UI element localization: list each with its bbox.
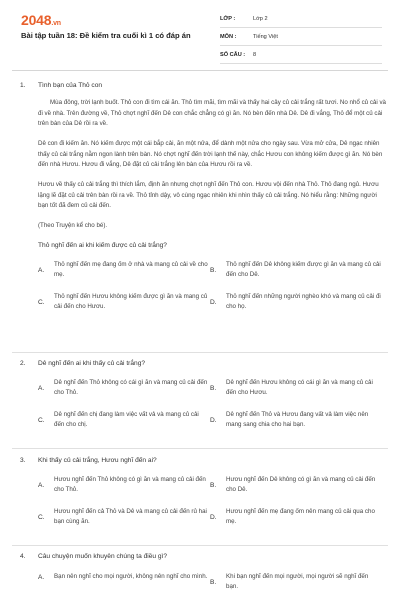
- meta-value: 8: [253, 51, 257, 58]
- option-a[interactable]: [38, 260, 209, 281]
- option-c[interactable]: [38, 507, 209, 528]
- option-d[interactable]: [210, 507, 381, 528]
- option-d[interactable]: [210, 410, 381, 431]
- question-separator: [12, 545, 388, 546]
- question-separator: [12, 352, 388, 353]
- question-3-heading: [20, 457, 157, 464]
- meta-row-subject: [220, 28, 382, 46]
- option-letter: A.: [38, 481, 45, 489]
- option-b[interactable]: [210, 378, 381, 399]
- passage-paragraph: Mùa đông, trời lạnh buốt. Thỏ con đi tìm cái ăn. Thỏ tìm mãi, tìm mãi và thấy hai cây củ cải trắng rất tươi. No nhổ củ cải và đi về nhà. Trên đường về, Thỏ chợt nghĩ đến Dê con chắc chẳng có gì ăn. Nó bèn đến nhà Dê. Dê đi vắng, Thỏ để một củ cải trên bàn của Dê rồi ra về.: [38, 99, 386, 128]
- option-letter: D.: [210, 513, 217, 521]
- option-text: Dê nghĩ đến chị đang làm việc vất vả và mang củ cải đến cho chị.: [54, 411, 199, 429]
- option-a[interactable]: [38, 475, 209, 496]
- option-text: Thỏ nghĩ đến mẹ đang ốm ở nhà và mang củ cải về cho mẹ.: [54, 261, 208, 279]
- option-letter: C.: [38, 298, 45, 306]
- passage-paragraph: Hươu về thấy củ cải trắng thì thích lắm, định ăn nhưng chợt nghĩ đến Thỏ con. Hươu vội đến nhà Thỏ. Thỏ đang ngủ. Hươu lặng lẽ đặt củ cải trên bàn rồi ra về. Thỏ tỉnh dậy, vô cùng ngạc nhiên khi nhìn thấy củ cải trắng. Nó hiểu rằng: Những người bạn tốt đã đem củ cải đến.: [38, 181, 379, 210]
- meta-key: LỚP :: [220, 15, 236, 22]
- question-number: 4.: [20, 553, 26, 560]
- passage-source: (Theo Truyện kể cho bé).: [38, 222, 108, 229]
- site-logo[interactable]: 2048.vn: [21, 12, 61, 28]
- option-text: Hươu nghĩ đến cả Thỏ và Dê và mang củ cải đến rủ hai bạn cùng ăn.: [54, 508, 207, 526]
- option-text: Hươu nghĩ đến mẹ đang ốm nên mang củ cải qua cho mẹ.: [226, 508, 375, 526]
- page-title: Bài tập tuần 18: Đề kiểm tra cuối kì 1 có đáp án: [21, 31, 191, 40]
- option-text: Hươu nghĩ đến Dê không có gì ăn và mang củ cải đến cho Dê.: [226, 476, 376, 494]
- option-letter: C.: [38, 416, 45, 424]
- option-letter: D.: [210, 416, 217, 424]
- meta-value: Lớp 2: [253, 15, 268, 22]
- option-letter: B.: [210, 384, 217, 392]
- option-text: Dê nghĩ đến Hươu không có cái gì ăn và mang củ cải đến cho Hươu.: [226, 379, 373, 397]
- meta-info: [220, 10, 382, 64]
- option-letter: B.: [210, 578, 217, 586]
- question-number: 3.: [20, 457, 26, 464]
- option-text: Hươu nghĩ đến Thỏ không có gì ăn và mang củ cải đến cho Thỏ.: [54, 476, 206, 494]
- question-text: Câu chuyện muốn khuyên chúng ta điều gì?: [38, 553, 168, 560]
- meta-row-class: [220, 10, 382, 28]
- question-2-heading: [20, 360, 145, 367]
- question-number: 1.: [20, 82, 26, 89]
- question-text: Khi thấy củ cải trắng, Hươu nghĩ đến ai?: [38, 457, 157, 464]
- option-letter: A.: [38, 266, 45, 274]
- option-c[interactable]: [38, 410, 209, 431]
- option-b[interactable]: [210, 260, 381, 281]
- meta-row-count: [220, 46, 382, 64]
- option-text: Dê nghĩ đến Thỏ và Hươu đang vất vả làm việc nên mang sang chia cho hai bạn.: [226, 411, 369, 429]
- option-letter: A.: [38, 573, 45, 581]
- option-letter: D.: [210, 298, 217, 306]
- option-b[interactable]: [210, 475, 381, 496]
- question-4-heading: [20, 553, 167, 560]
- option-letter: A.: [38, 384, 45, 392]
- option-a[interactable]: [38, 572, 209, 582]
- option-a[interactable]: [38, 378, 209, 399]
- meta-key: SỐ CÂU :: [220, 51, 246, 58]
- question-separator: [12, 448, 388, 449]
- option-c[interactable]: [38, 292, 209, 313]
- option-text: Thỏ nghĩ đến Dê không kiếm được gì ăn và mang củ cải đến cho Dê.: [226, 261, 381, 279]
- option-text: Thỏ nghĩ đến những người nghèo khó và mang củ cải đi cho họ.: [226, 293, 381, 311]
- question-text: Dê nghĩ đến ai khi thấy củ cải trắng?: [38, 360, 146, 367]
- option-letter: C.: [38, 513, 45, 521]
- header-divider: [12, 70, 388, 71]
- header: [0, 0, 400, 68]
- question-1-heading: [20, 82, 102, 89]
- meta-key: MÔN :: [220, 33, 237, 40]
- option-text: Dê nghĩ đến Thỏ không có cái gì ăn và mang củ cải đến cho Thỏ.: [54, 379, 208, 397]
- passage-title: Tình bạn của Thỏ con: [38, 82, 103, 89]
- meta-value: Tiếng Việt: [253, 33, 278, 40]
- question-text: Thỏ nghĩ đến ai khi kiếm được củ cải trắng?: [38, 242, 167, 249]
- option-b[interactable]: [210, 572, 381, 593]
- option-d[interactable]: [210, 292, 381, 313]
- option-text: Bạn nên nghĩ cho mọi người, không nên nghĩ cho mình.: [54, 573, 208, 580]
- passage-paragraph: Dê con đi kiếm ăn. Nó kiếm được một cái bắp cải, ăn một nửa, để dành một nửa cho ngày sau. Vừa mở cửa, Dê ngạc nhiên thấy củ cải trắng nằm ngon lành trên bàn. Nó chợt nghĩ đến trời lạnh thế này, chắc Hươu con không kiếm được gì ăn. Nó bèn đến nhà Hươu. Hươu đi vắng, Dê đặt củ cải trắng lên bàn của Hươu rồi ra về.: [38, 140, 383, 169]
- option-text: Thỏ nghĩ đến Hươu không kiếm được gì ăn và mang củ cải đến cho Hươu.: [54, 293, 208, 311]
- option-letter: B.: [210, 481, 217, 489]
- question-number: 2.: [20, 360, 26, 367]
- option-text: Khi bạn nghĩ đến mọi người, mọi người sẽ nghĩ đến bạn.: [226, 573, 369, 591]
- option-letter: B.: [210, 266, 217, 274]
